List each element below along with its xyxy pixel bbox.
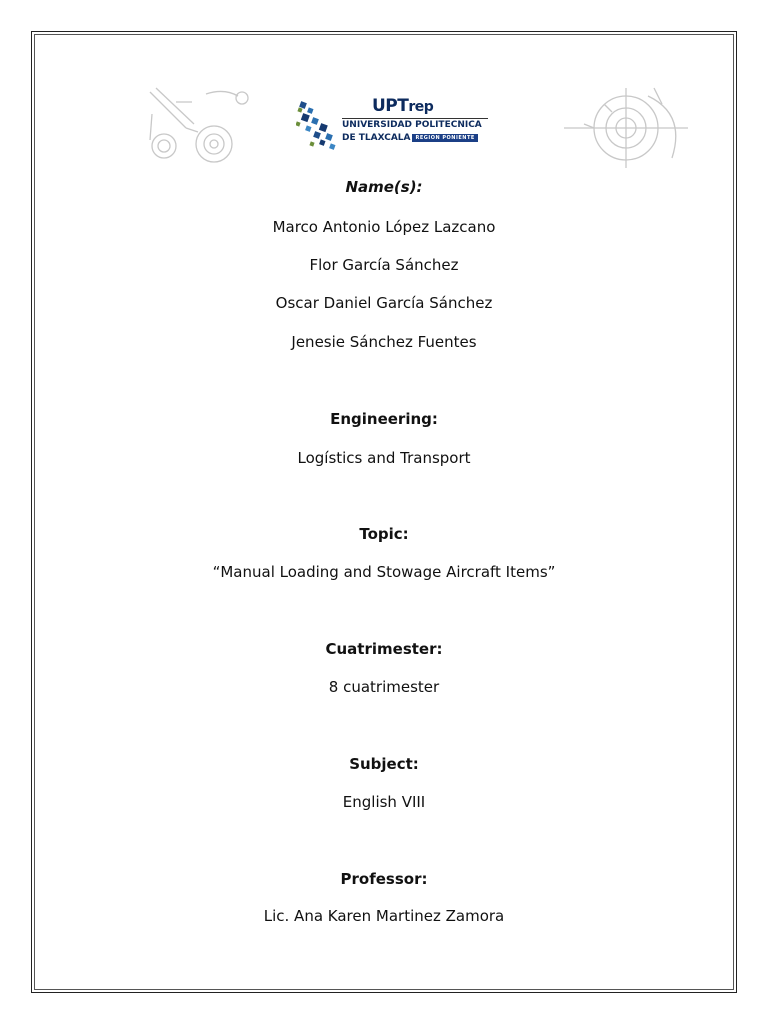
logo-university-name: UNIVERSIDAD POLITECNICA [342, 120, 482, 130]
subject-value: English VIII [342, 793, 426, 811]
page-border [31, 31, 737, 993]
logo-state-name: DE TLAXCALA REGION PONIENTE [342, 133, 478, 143]
topic-value: “Manual Loading and Stowage Aircraft Items” [212, 563, 556, 581]
engineering-heading: Engineering: [330, 410, 438, 428]
compass-gauge-icon [564, 84, 694, 170]
name-item: Oscar Daniel García Sánchez [275, 294, 493, 312]
name-item: Flor García Sánchez [309, 256, 459, 274]
professor-value: Lic. Ana Karen Martinez Zamora [263, 907, 505, 925]
cuatrimester-heading: Cuatrimester: [325, 640, 443, 658]
engineering-value: Logístics and Transport [297, 449, 471, 467]
names-heading: Name(s): [345, 178, 423, 196]
university-logo [296, 96, 492, 156]
logo-region-badge: REGION PONIENTE [412, 134, 477, 142]
logo-divider [342, 118, 488, 119]
cuatrimester-value: 8 cuatrimester [328, 678, 440, 696]
topic-heading: Topic: [359, 525, 409, 543]
name-item: Marco Antonio López Lazcano [272, 218, 496, 236]
logo-brand: UPTrep [372, 96, 434, 116]
subject-heading: Subject: [349, 755, 419, 773]
name-item: Jenesie Sánchez Fuentes [291, 333, 477, 351]
professor-heading: Professor: [340, 870, 428, 888]
logo-mark-icon [296, 98, 340, 152]
gear-circuit-icon [146, 84, 256, 170]
